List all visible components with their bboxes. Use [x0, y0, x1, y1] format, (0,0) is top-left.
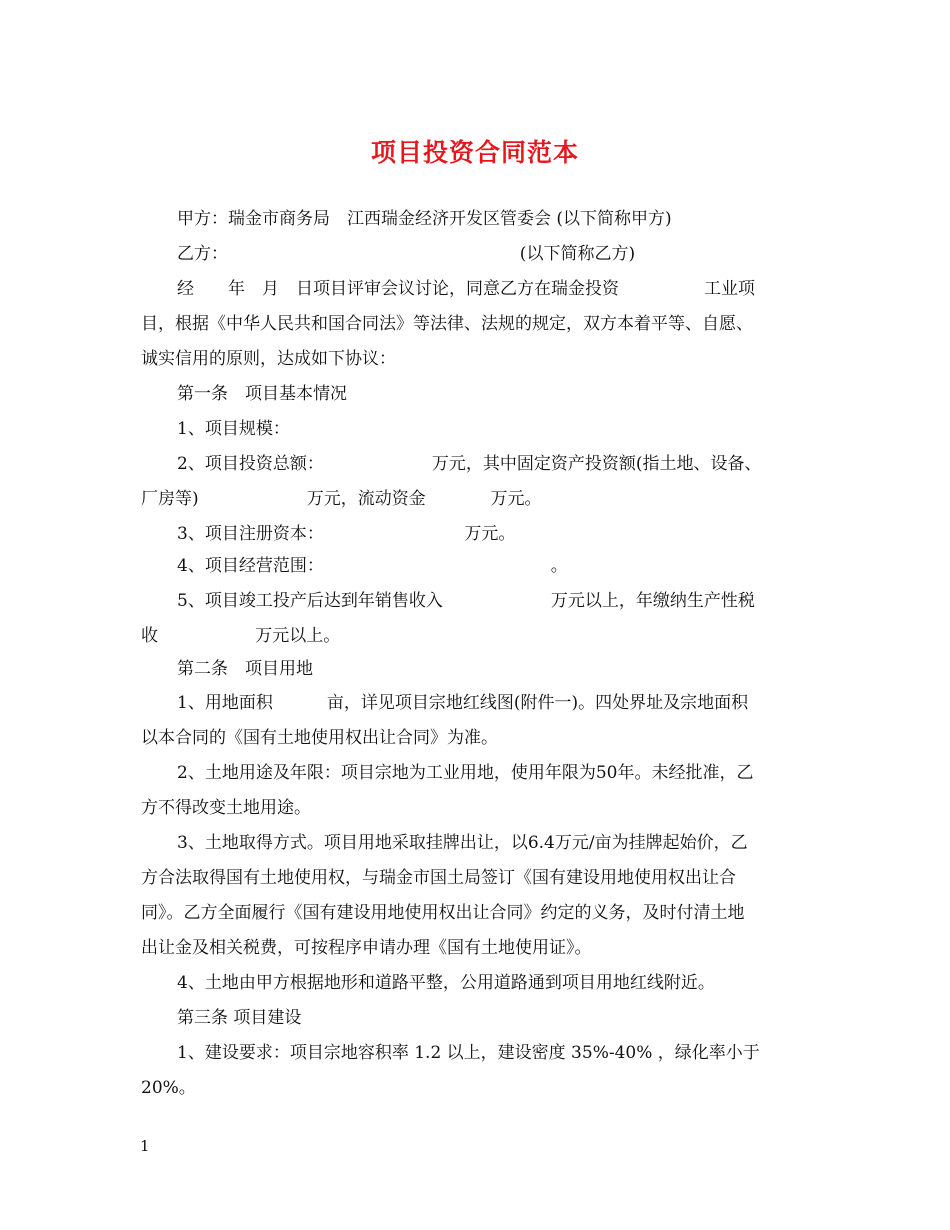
- paragraph-line: 诚实信用的原则，达成如下协议：: [141, 349, 396, 369]
- paragraph-line: 收 万元以上。: [141, 626, 341, 646]
- paragraph-line: 3、土地取得方式。项目用地采取挂牌出让，以6.4万元/亩为挂牌起始价，乙: [177, 833, 748, 853]
- paragraph-line: 经 年 月 日项目评审会议讨论，同意乙方在瑞金投资 工业项: [177, 279, 755, 299]
- paragraph-line: 1、用地面积 亩，详见项目宗地红线图(附件一)。四处界址及宗地面积: [177, 693, 749, 713]
- paragraph-line: 5、项目竣工投产后达到年销售收入 万元以上，年缴纳生产性税: [177, 591, 755, 611]
- paragraph-line: 出让金及相关税费，可按程序申请办理《国有土地使用证》。: [141, 938, 592, 958]
- party-b-line: 乙方： (以下简称乙方): [177, 244, 636, 264]
- paragraph-line: 以本合同的《国有土地使用权出让合同》为准。: [141, 728, 498, 748]
- section-heading: 第二条 项目用地: [177, 659, 313, 679]
- paragraph-line: 方合法取得国有土地使用权，与瑞金市国土局签订《国有建设用地使用权出让合: [141, 868, 736, 888]
- paragraph-line: 4、项目经营范围： 。: [177, 556, 568, 576]
- paragraph-line: 2、项目投资总额： 万元，其中固定资产投资额(指土地、设备、: [177, 454, 762, 474]
- section-heading: 第三条 项目建设: [177, 1008, 302, 1028]
- page-number: 1: [140, 1137, 150, 1155]
- party-a-line: 甲方：瑞金市商务局 江西瑞金经济开发区管委会 (以下简称甲方): [177, 209, 672, 229]
- paragraph-line: 3、项目注册资本： 万元。: [177, 524, 516, 544]
- paragraph-line: 厂房等) 万元，流动资金 万元。: [141, 489, 542, 509]
- section-heading: 第一条 项目基本情况: [177, 384, 347, 404]
- paragraph-line: 同》。乙方全面履行《国有建设用地使用权出让合同》约定的义务，及时付清土地: [141, 903, 745, 923]
- paragraph-line: 1、建设要求：项目宗地容积率 1.2 以上，建设密度 35%-40% ，绿化率小于: [177, 1043, 760, 1063]
- paragraph-line: 目，根据《中华人民共和国合同法》等法律、法规的规定，双方本着平等、自愿、: [141, 314, 753, 334]
- document-title: 项目投资合同范本: [370, 138, 579, 167]
- paragraph-line: 方不得改变土地用途。: [141, 798, 311, 818]
- paragraph-line: 20%。: [141, 1078, 196, 1098]
- paragraph-line: 2、土地用途及年限：项目宗地为工业用地，使用年限为50年。未经批准，乙: [177, 763, 754, 783]
- paragraph-line: 1、项目规模：: [177, 419, 290, 439]
- paragraph-line: 4、土地由甲方根据地形和道路平整，公用道路通到项目用地红线附近。: [177, 973, 715, 993]
